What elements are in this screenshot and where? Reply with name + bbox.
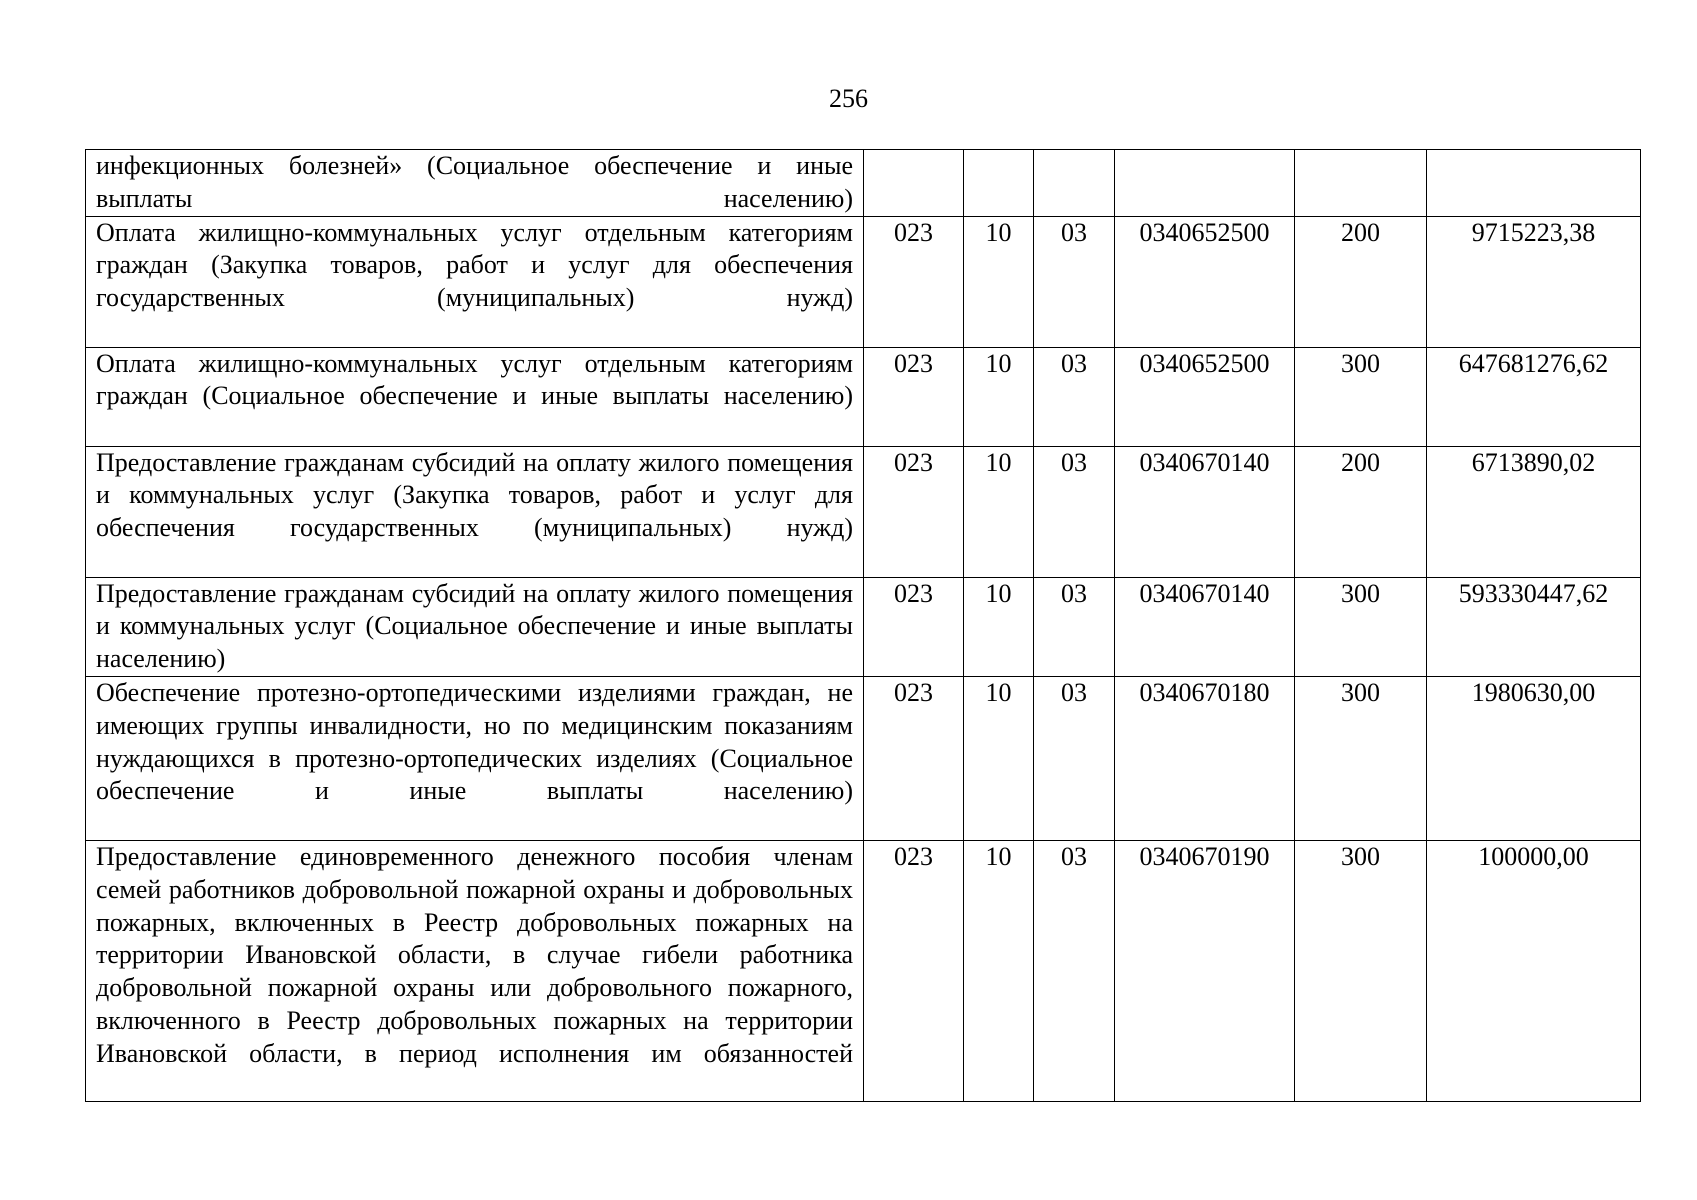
- row-section-code: 10: [964, 216, 1034, 347]
- row-section-code: 10: [964, 676, 1034, 840]
- row-subsection-code: 03: [1034, 446, 1115, 577]
- row-target-code: 0340670140: [1115, 577, 1295, 676]
- row-subsection-code: 03: [1034, 676, 1115, 840]
- table-row: [86, 840, 1641, 1101]
- row-description: Предоставление гражданам субсидий на оплату жилого помещения и коммунальных услуг (Социальное обеспечение и иные выплаты населению): [86, 577, 864, 676]
- row-admin-code: 023: [864, 347, 964, 446]
- row-expense-type: 300: [1295, 840, 1427, 1101]
- row-description: Предоставление гражданам субсидий на оплату жилого помещения и коммунальных услуг (Закупка товаров, работ и услуг для обеспечения государственных (муниципальных) нужд): [86, 446, 864, 577]
- page-number: 256: [829, 84, 868, 113]
- row-target-code: [1115, 150, 1295, 217]
- row-amount: 1980630,00: [1427, 676, 1641, 840]
- table-row: [86, 676, 1641, 840]
- row-admin-code: 023: [864, 216, 964, 347]
- row-admin-code: 023: [864, 577, 964, 676]
- row-admin-code: 023: [864, 676, 964, 840]
- row-target-code: 0340670180: [1115, 676, 1295, 840]
- row-section-code: 10: [964, 446, 1034, 577]
- row-expense-type: 300: [1295, 676, 1427, 840]
- row-expense-type: 200: [1295, 216, 1427, 347]
- row-amount: 100000,00: [1427, 840, 1641, 1101]
- row-target-code: 0340670140: [1115, 446, 1295, 577]
- row-expense-type: 300: [1295, 347, 1427, 446]
- row-admin-code: 023: [864, 840, 964, 1101]
- row-description: Оплата жилищно-коммунальных услуг отдельным категориям граждан (Закупка товаров, работ и услуг для обеспечения государственных (муниципальных) нужд): [86, 216, 864, 347]
- table-row: [86, 577, 1641, 676]
- row-description: Обеспечение протезно-ортопедическими изделиями граждан, не имеющих группы инвалидности, но по медицинским показаниям нуждающихся в протезно-ортопедических изделиях (Социальное обеспечение и иные выплаты населению): [86, 676, 864, 840]
- row-description: Предоставление единовременного денежного пособия членам семей работников добровольной пожарной охраны и добровольных пожарных, включенных в Реестр добровольных пожарных на территории Ивановской области, в случае гибели работника добровольной пожарной охраны или добровольного пожарного, включенного в Реестр добровольных пожарных на территории Ивановской области, в период исполнения им обязанностей: [86, 840, 864, 1101]
- row-subsection-code: [1034, 150, 1115, 217]
- row-admin-code: 023: [864, 446, 964, 577]
- budget-table: [85, 149, 1641, 1102]
- row-amount: 9715223,38: [1427, 216, 1641, 347]
- table-row: [86, 150, 1641, 217]
- row-subsection-code: 03: [1034, 216, 1115, 347]
- row-expense-type: 200: [1295, 446, 1427, 577]
- table-row: [86, 216, 1641, 347]
- row-section-code: 10: [964, 577, 1034, 676]
- row-subsection-code: 03: [1034, 347, 1115, 446]
- table-row: [86, 446, 1641, 577]
- row-section-code: 10: [964, 840, 1034, 1101]
- row-expense-type: [1295, 150, 1427, 217]
- row-expense-type: 300: [1295, 577, 1427, 676]
- row-target-code: 0340652500: [1115, 216, 1295, 347]
- row-subsection-code: 03: [1034, 840, 1115, 1101]
- row-amount: 593330447,62: [1427, 577, 1641, 676]
- row-target-code: 0340652500: [1115, 347, 1295, 446]
- row-description: инфекционных болезней» (Социальное обеспечение и иные выплаты населению): [86, 150, 864, 217]
- row-amount: 6713890,02: [1427, 446, 1641, 577]
- row-subsection-code: 03: [1034, 577, 1115, 676]
- row-admin-code: [864, 150, 964, 217]
- row-section-code: [964, 150, 1034, 217]
- row-section-code: 10: [964, 347, 1034, 446]
- table-row: [86, 347, 1641, 446]
- row-amount: [1427, 150, 1641, 217]
- row-target-code: 0340670190: [1115, 840, 1295, 1101]
- row-amount: 647681276,62: [1427, 347, 1641, 446]
- row-description: Оплата жилищно-коммунальных услуг отдельным категориям граждан (Социальное обеспечение и иные выплаты населению): [86, 347, 864, 446]
